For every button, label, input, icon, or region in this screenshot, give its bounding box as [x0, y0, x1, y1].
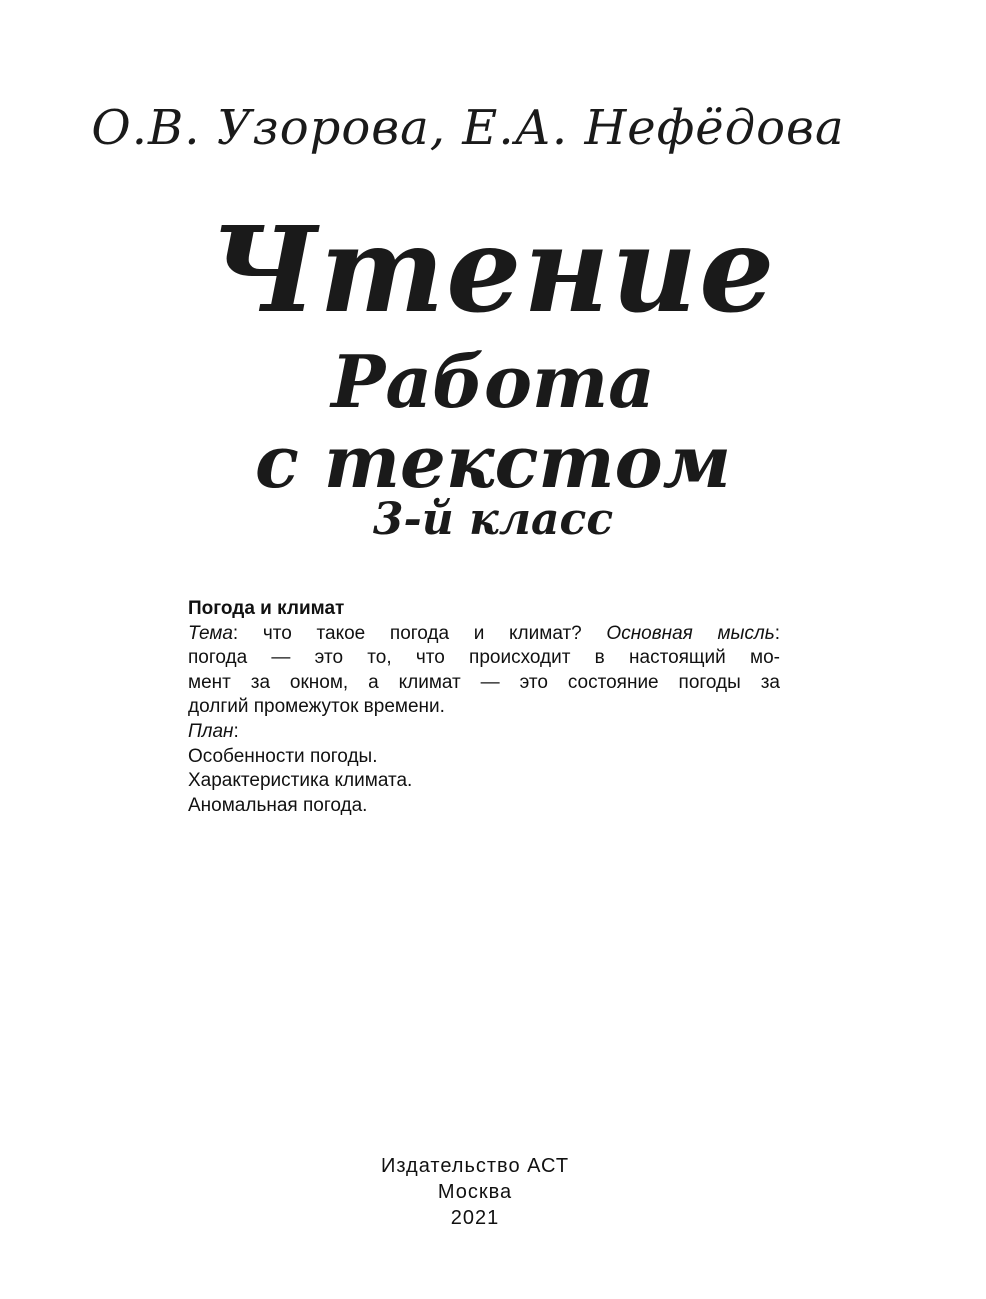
idea-line-3: мент за окном, а климат — это состояние погоды за — [188, 671, 780, 693]
book-subtitle-line-1: Работа — [331, 339, 655, 424]
idea-line-2: погода — это то, что происходит в настоящий мо- — [188, 647, 780, 669]
plan-item: Особенности погоды. — [188, 745, 378, 767]
authors: О.В. Узорова, Е.А. Нефёдова — [91, 100, 845, 156]
idea-label: Основная мысль — [606, 622, 775, 644]
plan-colon: : — [233, 720, 239, 742]
publisher-name: Издательство АСТ — [380, 1155, 570, 1177]
publisher-city: Москва — [437, 1181, 513, 1203]
theme-label: Тема — [188, 622, 233, 644]
plan-line — [188, 720, 780, 745]
plan-item: Характеристика климата. — [188, 770, 413, 792]
section-heading: Погода и климат — [188, 598, 345, 619]
plan-label: План — [188, 720, 234, 742]
text-block — [188, 597, 780, 818]
book-title: Чтение — [209, 200, 777, 339]
publisher-year: 2021 — [450, 1207, 500, 1229]
theme-line — [188, 622, 780, 647]
book-subtitle-line-2: с текстом — [254, 419, 732, 504]
plan-item: Аномальная погода. — [188, 794, 368, 816]
idea-line-4: долгий промежуток времени. — [188, 696, 445, 718]
idea-colon: : — [774, 622, 780, 644]
publisher-block — [0, 1153, 950, 1231]
grade-label: 3-й класс — [372, 494, 614, 545]
theme-text: : что такое погода и климат? — [232, 622, 607, 644]
